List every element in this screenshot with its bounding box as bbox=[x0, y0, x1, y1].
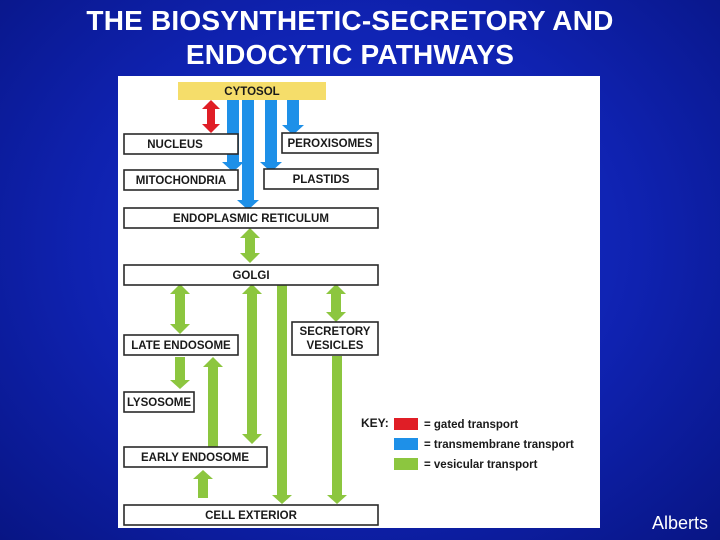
early-endosome-box bbox=[124, 447, 267, 467]
arrow-cytosol-to-peroxisomes bbox=[282, 100, 304, 135]
mitochondria-label: MITOCHONDRIA bbox=[135, 175, 227, 187]
legend bbox=[361, 416, 574, 471]
arrow-er-golgi bbox=[240, 228, 260, 263]
credit-text: Alberts bbox=[651, 513, 708, 533]
arrow-cytosol-to-er bbox=[237, 100, 259, 210]
late-endosome-box bbox=[124, 335, 238, 355]
legend-label-transmembrane: = transmembrane transport bbox=[424, 439, 574, 451]
plastids-label: PLASTIDS bbox=[292, 174, 350, 186]
cytosol-box bbox=[178, 82, 326, 100]
legend-swatch-gated bbox=[394, 418, 418, 430]
lysosome-label: LYSOSOME bbox=[126, 397, 192, 409]
golgi-box bbox=[124, 265, 378, 285]
nucleus-label: NUCLEUS bbox=[147, 139, 203, 151]
legend-label-gated: = gated transport bbox=[424, 419, 519, 431]
cytosol-label: CYTOSOL bbox=[224, 86, 280, 98]
arrow-exterior-to-early-endosome bbox=[193, 470, 213, 498]
transmembrane-arrows bbox=[222, 100, 304, 210]
arrow-golgi-early-endosome bbox=[242, 284, 262, 444]
arrow-golgi-secretory-vesicles bbox=[326, 284, 346, 322]
legend-swatch-transmembrane bbox=[394, 438, 418, 450]
early-endosome-label: EARLY ENDOSOME bbox=[141, 452, 249, 464]
late-endosome-label: LATE ENDOSOME bbox=[131, 340, 231, 352]
nucleus-box bbox=[124, 134, 238, 154]
peroxisomes-box bbox=[282, 133, 378, 153]
slide-title bbox=[0, 4, 700, 72]
peroxisomes-label: PEROXISOMES bbox=[287, 138, 373, 150]
golgi-label: GOLGI bbox=[232, 270, 270, 282]
title-line-2: ENDOCYTIC PATHWAYS bbox=[185, 39, 515, 70]
legend-title: KEY: bbox=[361, 416, 389, 430]
secretory-vesicles-label-2: VESICLES bbox=[306, 340, 364, 352]
secretory-vesicles-label-1: SECRETORY bbox=[299, 326, 371, 338]
secretory-vesicles-box bbox=[292, 322, 378, 355]
lysosome-box bbox=[124, 392, 194, 412]
pathway-svg bbox=[118, 76, 600, 528]
mitochondria-box bbox=[124, 170, 238, 190]
cell-exterior-label: CELL EXTERIOR bbox=[205, 510, 297, 522]
legend-label-vesicular: = vesicular transport bbox=[424, 459, 538, 471]
arrow-cytosol-nucleus-gated bbox=[202, 100, 220, 133]
er-label: ENDOPLASMIC RETICULUM bbox=[173, 213, 329, 225]
plastids-box bbox=[264, 169, 378, 189]
title-line-1: THE BIOSYNTHETIC-SECRETORY AND bbox=[86, 5, 614, 36]
er-box bbox=[124, 208, 378, 228]
arrow-late-endosome-to-lysosome bbox=[170, 357, 190, 389]
arrow-early-endosome-to-late-endosome bbox=[203, 357, 223, 454]
arrow-golgi-late-endosome bbox=[170, 284, 190, 334]
arrow-cytosol-to-plastids bbox=[260, 100, 282, 172]
arrow-golgi-to-cell-exterior bbox=[272, 285, 292, 504]
pathway-diagram bbox=[118, 76, 600, 528]
legend-swatch-vesicular bbox=[394, 458, 418, 470]
arrow-secretory-vesicles-to-exterior bbox=[327, 356, 347, 504]
cell-exterior-box bbox=[124, 505, 378, 525]
